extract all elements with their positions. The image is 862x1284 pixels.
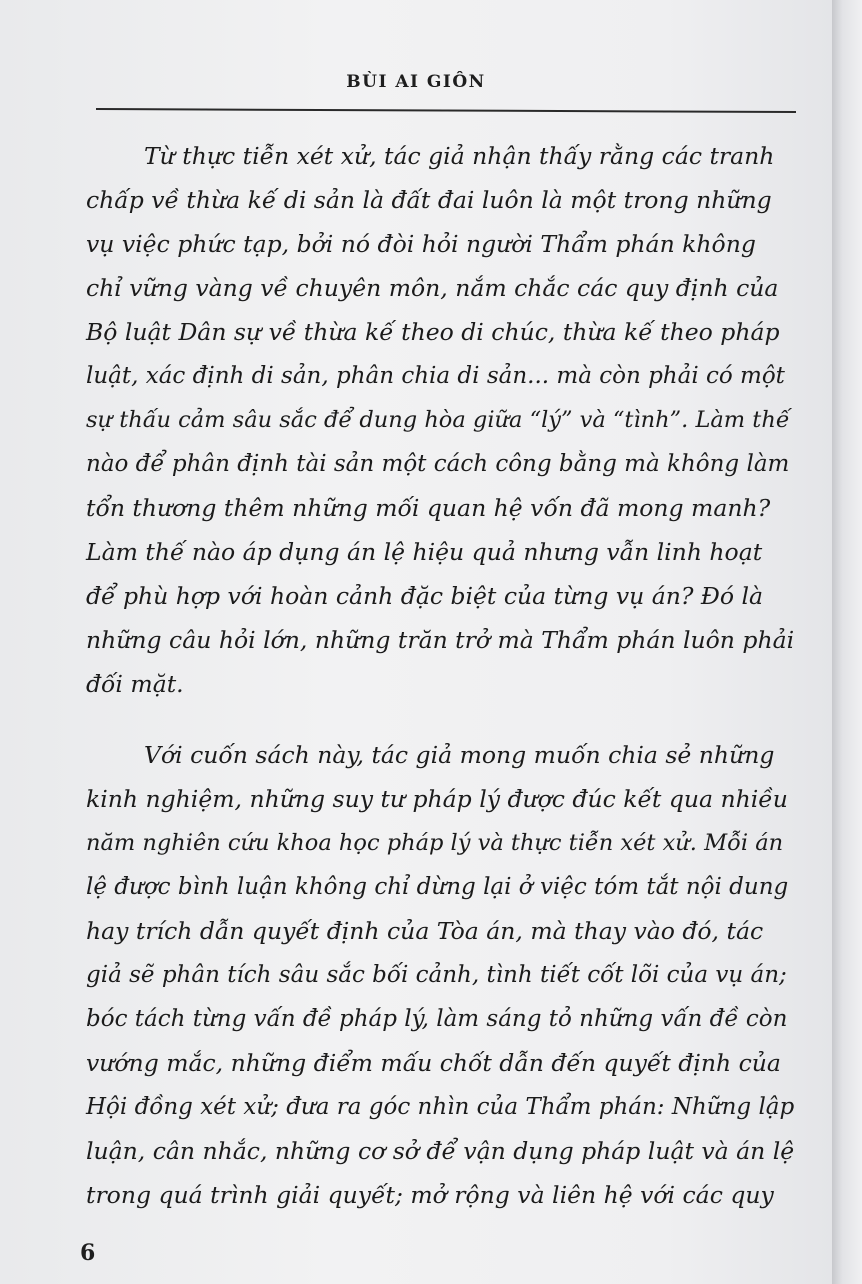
paragraph-2 bbox=[86, 733, 798, 1217]
page-number: 6 bbox=[80, 1240, 96, 1266]
page-edge-shadow bbox=[832, 0, 862, 1284]
paragraph-line: luận, cân nhắc, những cơ sở để vận dụng pháp luật và án lệ bbox=[86, 1137, 795, 1165]
paragraph-line: Làm thế nào áp dụng án lệ hiệu quả nhưng vẫn linh hoạt bbox=[86, 538, 763, 566]
paragraph-1 bbox=[86, 134, 798, 706]
paragraph-line: vướng mắc, những điểm mấu chốt dẫn đến quyết định của bbox=[86, 1049, 781, 1077]
paragraph-line: đối mặt. bbox=[86, 670, 184, 698]
paragraph-line: Với cuốn sách này, tác giả mong muốn chia sẻ những bbox=[144, 741, 775, 769]
running-head-title: BÙI AI GIÔN bbox=[346, 72, 486, 92]
paragraph-line: luật, xác định di sản, phân chia di sản... mà còn phải có một bbox=[86, 363, 785, 389]
paragraph-line: bóc tách từng vấn đề pháp lý, làm sáng tỏ những vấn đề còn bbox=[86, 1006, 788, 1032]
paragraph-line: hay trích dẫn quyết định của Tòa án, mà thay vào đó, tác bbox=[86, 917, 764, 945]
paragraph-line: để phù hợp với hoàn cảnh đặc biệt của từng vụ án? Đó là bbox=[86, 582, 764, 610]
paragraph-line: lệ được bình luận không chỉ dừng lại ở việc tóm tắt nội dung bbox=[86, 874, 789, 900]
header-rule bbox=[96, 108, 796, 113]
paragraph-line: Hội đồng xét xử; đưa ra góc nhìn của Thẩm phán: Những lập bbox=[86, 1094, 795, 1120]
body-text bbox=[86, 134, 798, 1217]
paragraph-line: vụ việc phức tạp, bởi nó đòi hỏi người Thẩm phán không bbox=[86, 230, 756, 258]
paragraph-line: sự thấu cảm sâu sắc để dung hòa giữa “lý” và “tình”. Làm thế bbox=[86, 407, 790, 433]
paragraph-line: những câu hỏi lớn, những trăn trở mà Thẩm phán luôn phải bbox=[86, 626, 795, 654]
paragraph-line: Bộ luật Dân sự về thừa kế theo di chúc, thừa kế theo pháp bbox=[86, 318, 780, 346]
paragraph-line: giả sẽ phân tích sâu sắc bối cảnh, tình tiết cốt lõi của vụ án; bbox=[86, 962, 787, 988]
paragraph-line: chấp về thừa kế di sản là đất đai luôn là một trong những bbox=[86, 186, 772, 214]
paragraph-line: năm nghiên cứu khoa học pháp lý và thực tiễn xét xử. Mỗi án bbox=[86, 830, 784, 856]
paragraph-spacer bbox=[86, 706, 798, 733]
paragraph-line: kinh nghiệm, những suy tư pháp lý được đúc kết qua nhiều bbox=[86, 785, 788, 813]
paragraph-line: trong quá trình giải quyết; mở rộng và liên hệ với các quy bbox=[86, 1181, 774, 1209]
paragraph-line: nào để phân định tài sản một cách công bằng mà không làm bbox=[86, 451, 790, 477]
paragraph-line: chỉ vững vàng về chuyên môn, nắm chắc các quy định của bbox=[86, 274, 779, 302]
paragraph-line: tổn thương thêm những mối quan hệ vốn đã mong manh? bbox=[86, 494, 771, 522]
paragraph-line: Từ thực tiễn xét xử, tác giả nhận thấy rằng các tranh bbox=[144, 142, 775, 170]
